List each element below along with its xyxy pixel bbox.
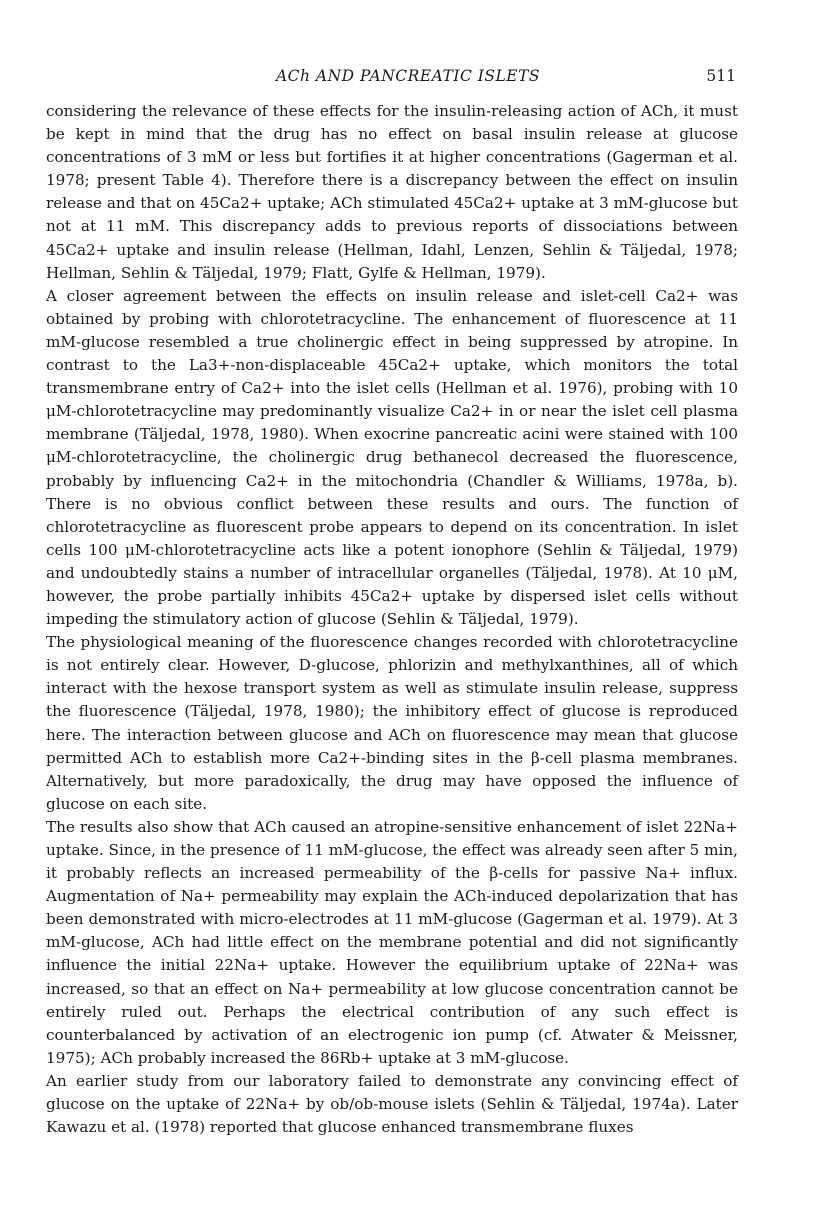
paragraph-1: considering the relevance of these effects for the insulin-releasing action of ACh, it must be kept in mind that the drug has no effect on basal insulin release at glucose concentrations of 3 mM or less but fortifies it at higher concentrations (Gagerman et al. 1978; present Table 4). Therefore there is a discrepancy between the effect on insulin release and that on 45Ca2+ uptake; ACh stimulated 45Ca2+ uptake at 3 mM-glucose but not at 11 mM. This discrepancy adds to previous reports of dissociations between 45Ca2+ uptake and insulin release (Hellman, Idahl, Lenzen, Sehlin & Täljedal, 1978; Hellman, Sehlin & Täljedal, 1979; Flatt, Gylfe & Hellman, 1979). xyxy=(46,102,738,282)
paragraph-5: An earlier study from our laboratory failed to demonstrate any convincing effect of glucose on the uptake of 22Na+ by ob/ob-mouse islets (Sehlin & Täljedal, 1974a). Later Kawazu et al. (1978) reported that glucose enhanced transmembrane fluxes xyxy=(46,1071,738,1137)
body-text xyxy=(46,100,738,1139)
paragraph-3: The physiological meaning of the fluorescence changes recorded with chlorotetracycline is not entirely clear. However, D-glucose, phlorizin and methylxanthines, all of which interact with the hexose transport system as well as stimulate insulin release, suppress the fluorescence (Täljedal, 1978, 1980); the inhibitory effect of glucose is reproduced here. The interaction between glucose and ACh on fluorescence may mean that glucose permitted ACh to establish more Ca2+-binding sites in the β-cell plasma membranes. Alternatively, but more paradoxically, the drug may have opposed the influence of glucose on each site. xyxy=(46,633,738,813)
paragraph-4: The results also show that ACh caused an atropine-sensitive enhancement of islet 22Na+ uptake. Since, in the presence of 11 mM-glucose, the effect was already seen after 5 min, it probably reflects an increased permeability of the β-cells for passive Na+ influx. Augmentation of Na+ permeability may explain the ACh-induced depolarization that has been demonstrated with micro-electrodes at 11 mM-glucose (Gagerman et al. 1979). At 3 mM-glucose, ACh had little effect on the membrane potential and did not significantly influence the initial 22Na+ uptake. However the equilibrium uptake of 22Na+ was increased, so that an effect on Na+ permeability at low glucose concentration cannot be entirely ruled out. Perhaps the electrical contribution of any such effect is counterbalanced by activation of an electrogenic ion pump (cf. Atwater & Meissner, 1975); ACh probably increased the 86Rb+ uptake at 3 mM-glucose. xyxy=(46,817,738,1067)
paragraph-2: A closer agreement between the effects on insulin release and islet-cell Ca2+ was obtained by probing with chlorotetracycline. The enhancement of fluorescence at 11 mM-glucose resembled a true cholinergic effect in being suppressed by atropine. In contrast to the La3+-non-displaceable 45Ca2+ uptake, which monitors the total transmembrane entry of Ca2+ into the islet cells (Hellman et al. 1976), probing with 10 μM-chlorotetracycline may predominantly visualize Ca2+ in or near the islet cell plasma membrane (Täljedal, 1978, 1980). When exocrine pancreatic acini were stained with 100 μM-chlorotetracycline, the cholinergic drug bethanecol decreased the fluorescence, probably by influencing Ca2+ in the mitochondria (Chandler & Williams, 1978a, b). There is no obvious conflict between these results and ours. The function of chlorotetracycline as fluorescent probe appears to depend on its concentration. In islet cells 100 μM-chlorotetracycline acts like a potent ionophore (Sehlin & Täljedal, 1979) and undoubtedly stains a number of intracellular organelles (Täljedal, 1978). At 10 μM, however, the probe partially inhibits 45Ca2+ uptake by dispersed islet cells without impeding the stimulatory action of glucose (Sehlin & Täljedal, 1979). xyxy=(46,286,738,629)
page-number: 511 xyxy=(706,67,736,85)
running-title: ACh AND PANCREATIC ISLETS xyxy=(275,67,541,85)
running-head xyxy=(0,67,816,91)
